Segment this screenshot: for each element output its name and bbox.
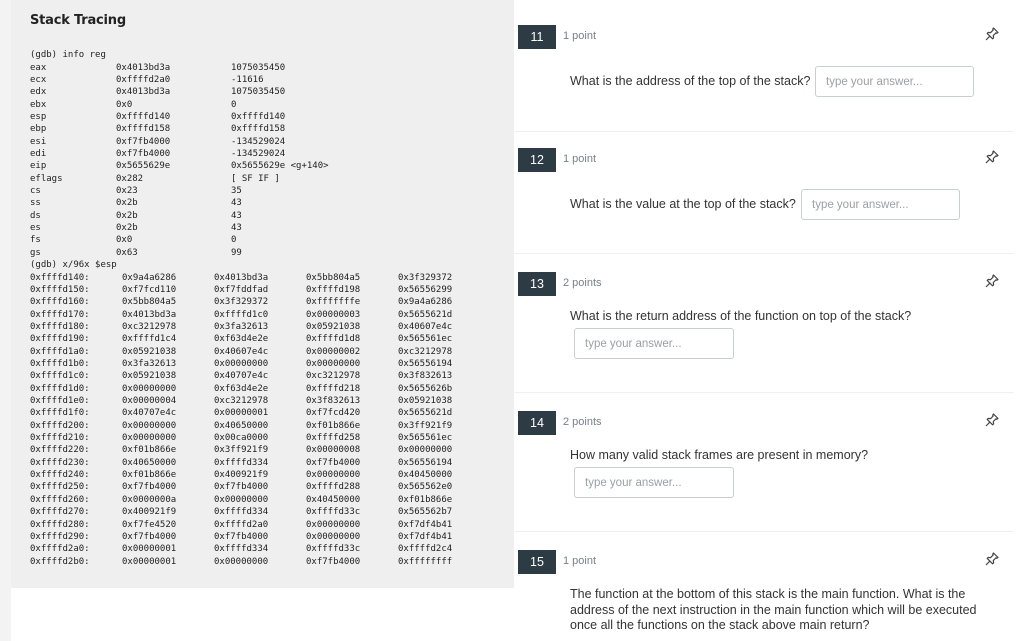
register-name: eip xyxy=(30,161,47,172)
register-name: esi xyxy=(30,136,47,147)
register-name: eax xyxy=(30,62,47,73)
memory-word: 0x5655626b xyxy=(398,383,453,394)
memory-word: 0x40607e4c xyxy=(214,346,269,357)
register-hex: 0x63 xyxy=(116,247,138,258)
memory-word: 0xf63d4e2e xyxy=(214,334,269,345)
memory-word: 0x40450000 xyxy=(306,494,361,505)
memory-word: 0xf7fcd110 xyxy=(122,284,177,295)
memory-word: 0xf7fe4520 xyxy=(122,519,177,530)
examine-command: (gdb) x/96x $esp xyxy=(30,260,117,270)
memory-word: 0x3ff921f9 xyxy=(214,445,269,456)
memory-word: 0xf01b866e xyxy=(398,494,453,505)
memory-address: 0xffffd250: xyxy=(30,482,90,493)
info-reg-command: (gdb) info reg xyxy=(30,50,106,60)
memory-address: 0xffffd1c0: xyxy=(30,371,90,382)
pin-icon[interactable] xyxy=(984,26,1000,42)
register-hex: 0x5655629e xyxy=(116,161,171,172)
register-value: 0xffffd158 xyxy=(231,124,286,135)
memory-word: 0xf63d4e2e xyxy=(214,383,269,394)
memory-word: 0x565562b7 xyxy=(398,507,453,518)
register-value: [ SF IF ] xyxy=(231,173,280,184)
memory-word: 0x05921038 xyxy=(398,396,453,406)
memory-word: 0x00000001 xyxy=(122,544,177,555)
register-value: 43 xyxy=(231,198,242,209)
register-name: es xyxy=(30,223,41,234)
question-text-line: The function at the bottom of this stack is the main function. What is the xyxy=(570,587,966,601)
memory-word: 0xc3212978 xyxy=(122,321,177,332)
memory-word: 0x00000000 xyxy=(122,383,177,394)
memory-word: 0x00000000 xyxy=(214,358,269,369)
memory-word: 0xffffd334 xyxy=(214,507,269,518)
memory-word: 0xf7fb4000 xyxy=(122,482,177,493)
memory-word: 0x05921038 xyxy=(306,321,361,332)
memory-word: 0xf01b866e xyxy=(306,420,361,431)
register-value: 1075035450 xyxy=(231,62,286,73)
memory-word: 0x4013bd3a xyxy=(122,309,177,320)
memory-word: 0x3f832613 xyxy=(306,396,361,406)
memory-address: 0xffffd1d0: xyxy=(30,383,90,394)
memory-word: 0xffffd1c0 xyxy=(214,309,269,320)
question-number: 13 xyxy=(518,272,556,296)
memory-word: 0x40707e4c xyxy=(122,408,177,419)
memory-word: 0xf01b866e xyxy=(122,470,177,481)
memory-word: 0xffffd2c4 xyxy=(398,544,453,555)
question-number: 12 xyxy=(518,148,556,172)
memory-word: 0x565561ec xyxy=(398,433,453,444)
memory-word: 0x05921038 xyxy=(122,346,177,357)
memory-word: 0x56556194 xyxy=(398,457,453,468)
question-number: 14 xyxy=(518,411,556,435)
pin-icon[interactable] xyxy=(984,273,1000,289)
register-hex: 0xffffd140 xyxy=(116,111,171,122)
register-value: 0x5655629e <g+140> xyxy=(231,161,329,172)
memory-word: 0xc3212978 xyxy=(398,346,453,357)
memory-word: 0xf7fb4000 xyxy=(214,531,269,542)
memory-address: 0xffffd1e0: xyxy=(30,396,90,406)
memory-address: 0xffffd160: xyxy=(30,297,90,308)
memory-word: 0x00000001 xyxy=(214,408,269,419)
memory-word: 0x00000000 xyxy=(306,470,361,481)
register-hex: 0x0 xyxy=(116,235,133,246)
question-text: What is the return address of the function on top of the stack? xyxy=(570,309,912,323)
register-value: -134529024 xyxy=(231,136,286,147)
register-name: eflags xyxy=(30,173,63,184)
memory-word: 0xffffd334 xyxy=(214,544,269,555)
answer-input[interactable] xyxy=(815,66,974,97)
register-hex: 0x282 xyxy=(116,173,144,184)
register-hex: 0x23 xyxy=(116,186,138,196)
memory-word: 0x00000000 xyxy=(122,420,177,431)
memory-word: 0xffffd33c xyxy=(306,507,361,518)
memory-address: 0xffffd150: xyxy=(30,284,90,295)
memory-word: 0xf01b866e xyxy=(122,445,177,456)
memory-word: 0x00000002 xyxy=(306,346,361,357)
memory-word: 0xffffd33c xyxy=(306,544,361,555)
register-name: gs xyxy=(30,247,41,258)
question-divider xyxy=(514,531,1014,532)
memory-word: 0x3f832613 xyxy=(398,371,453,382)
register-name: ebp xyxy=(30,124,47,135)
question-number: 15 xyxy=(518,550,556,574)
memory-address: 0xffffd220: xyxy=(30,445,90,456)
question-number: 11 xyxy=(518,25,556,49)
memory-address: 0xffffd2b0: xyxy=(30,556,90,567)
memory-word: 0x00000000 xyxy=(214,494,269,505)
pin-icon[interactable] xyxy=(984,149,1000,165)
memory-word: 0x40707e4c xyxy=(214,371,269,382)
memory-address: 0xffffd190: xyxy=(30,334,90,345)
memory-word: 0x5655621d xyxy=(398,309,453,320)
memory-address: 0xffffd200: xyxy=(30,420,90,431)
memory-word: 0x3f329372 xyxy=(214,297,269,308)
register-name: ss xyxy=(30,198,41,209)
memory-word: 0xf7fddfad xyxy=(214,284,269,295)
memory-word: 0x3f329372 xyxy=(398,272,453,283)
memory-word: 0x40650000 xyxy=(122,457,177,468)
memory-address: 0xffffd1a0: xyxy=(30,346,90,357)
register-value: -134529024 xyxy=(231,148,286,159)
memory-word: 0xf7fb4000 xyxy=(122,531,177,542)
register-value: 35 xyxy=(231,186,242,196)
register-hex: 0x0 xyxy=(116,99,133,110)
memory-address: 0xffffd230: xyxy=(30,457,90,468)
memory-word: 0x0000000a xyxy=(122,494,177,505)
memory-word: 0xffffd1c4 xyxy=(122,334,177,345)
memory-address: 0xffffd2a0: xyxy=(30,544,90,555)
register-value: 0 xyxy=(231,99,237,110)
memory-word: 0xf7fb4000 xyxy=(214,482,269,493)
pin-icon[interactable] xyxy=(984,551,1000,567)
question-text-line: once all the functions on the stack above main return? xyxy=(570,618,870,632)
memory-word: 0xc3212978 xyxy=(306,371,361,382)
memory-address: 0xffffd240: xyxy=(30,470,90,481)
register-value: 99 xyxy=(231,247,242,258)
memory-word: 0x3fa32613 xyxy=(214,321,269,332)
memory-word: 0x40450000 xyxy=(398,470,453,481)
memory-word: 0x00ca0000 xyxy=(214,433,269,444)
memory-word: 0x565561ec xyxy=(398,334,453,345)
memory-word: 0x400921f9 xyxy=(122,507,177,518)
memory-word: 0x56556299 xyxy=(398,284,453,295)
question-divider xyxy=(514,392,1014,393)
memory-word: 0x9a4a6286 xyxy=(398,297,453,308)
memory-word: 0x00000000 xyxy=(214,556,269,567)
register-name: ebx xyxy=(30,99,47,110)
register-hex: 0x4013bd3a xyxy=(116,62,171,73)
question-points: 1 point xyxy=(563,30,597,42)
memory-word: 0x00000008 xyxy=(306,445,361,456)
answer-input[interactable] xyxy=(801,189,960,220)
register-hex: 0x4013bd3a xyxy=(116,87,171,98)
register-hex: 0xffffd2a0 xyxy=(116,74,171,85)
register-hex: 0x2b xyxy=(116,210,138,221)
question-divider xyxy=(514,253,1014,254)
memory-word: 0xffffffff xyxy=(398,556,453,567)
question-points: 2 points xyxy=(563,277,602,289)
memory-word: 0x5655621d xyxy=(398,408,453,419)
answer-input[interactable] xyxy=(574,328,734,359)
memory-address: 0xffffd180: xyxy=(30,321,90,332)
register-value: 0xffffd140 xyxy=(231,111,286,122)
memory-word: 0x40607e4c xyxy=(398,321,453,332)
register-value: 0 xyxy=(231,235,237,246)
memory-address: 0xffffd170: xyxy=(30,309,90,320)
memory-word: 0x9a4a6286 xyxy=(122,272,177,283)
question-text-line: address of the next instruction in the main function which will be executed xyxy=(570,602,977,617)
memory-word: 0xfffffffe xyxy=(306,297,361,308)
memory-word: 0x00000000 xyxy=(306,519,361,530)
memory-address: 0xffffd290: xyxy=(30,531,90,542)
memory-word: 0xffffd198 xyxy=(306,284,361,295)
register-name: edi xyxy=(30,148,47,159)
question-points: 2 points xyxy=(563,416,602,428)
memory-word: 0x00000004 xyxy=(122,396,177,406)
register-hex: 0xffffd158 xyxy=(116,124,171,135)
pin-icon[interactable] xyxy=(984,412,1000,428)
question-text: How many valid stack frames are present in memory? xyxy=(570,448,869,462)
memory-word: 0xffffd288 xyxy=(306,482,361,493)
left-panel-footer-space xyxy=(11,588,514,641)
memory-word: 0xf7fb4000 xyxy=(306,457,361,468)
memory-word: 0x5bb804a5 xyxy=(306,272,361,283)
question-points: 1 point xyxy=(563,555,597,567)
memory-word: 0x4013bd3a xyxy=(214,272,269,283)
memory-word: 0x3ff921f9 xyxy=(398,420,453,431)
memory-word: 0xf7df4b41 xyxy=(398,519,453,530)
question-divider xyxy=(514,131,1014,132)
register-hex: 0x2b xyxy=(116,198,138,209)
stack-tracing-title: Stack Tracing xyxy=(30,13,126,28)
register-name: ds xyxy=(30,210,41,221)
memory-word: 0x00000001 xyxy=(122,556,177,567)
memory-word: 0x05921038 xyxy=(122,371,177,382)
memory-word: 0x00000000 xyxy=(306,358,361,369)
register-value: -11616 xyxy=(231,74,264,85)
memory-word: 0xffffd334 xyxy=(214,457,269,468)
register-hex: 0x2b xyxy=(116,223,138,234)
register-value: 43 xyxy=(231,223,242,234)
memory-word: 0x56556194 xyxy=(398,358,453,369)
memory-word: 0xf7fb4000 xyxy=(306,556,361,567)
register-name: ecx xyxy=(30,74,47,85)
question-points: 1 point xyxy=(563,153,597,165)
register-name: edx xyxy=(30,87,47,98)
register-name: esp xyxy=(30,111,47,122)
memory-word: 0x00000000 xyxy=(306,531,361,542)
memory-word: 0x00000000 xyxy=(398,445,453,456)
register-value: 1075035450 xyxy=(231,87,286,98)
memory-address: 0xffffd1b0: xyxy=(30,358,90,369)
memory-address: 0xffffd1f0: xyxy=(30,408,90,419)
memory-word: 0x565562e0 xyxy=(398,482,453,493)
memory-address: 0xffffd140: xyxy=(30,272,90,283)
memory-word: 0x00000000 xyxy=(122,433,177,444)
memory-address: 0xffffd260: xyxy=(30,494,90,505)
memory-address: 0xffffd280: xyxy=(30,519,90,530)
memory-address: 0xffffd210: xyxy=(30,433,90,444)
memory-word: 0x400921f9 xyxy=(214,470,269,481)
memory-word: 0xffffd1d8 xyxy=(306,334,361,345)
memory-word: 0x40650000 xyxy=(214,420,269,431)
memory-address: 0xffffd270: xyxy=(30,507,90,518)
register-name: fs xyxy=(30,235,41,246)
question-text: What is the value at the top of the stack? xyxy=(570,197,796,211)
register-value: 43 xyxy=(231,210,242,221)
question-text: What is the address of the top of the stack? xyxy=(570,74,811,88)
memory-word: 0x3fa32613 xyxy=(122,358,177,369)
register-hex: 0xf7fb4000 xyxy=(116,148,171,159)
memory-word: 0x00000003 xyxy=(306,309,361,320)
memory-word: 0xc3212978 xyxy=(214,396,269,406)
register-name: cs xyxy=(30,186,41,196)
answer-input[interactable] xyxy=(574,467,734,498)
memory-word: 0xffffd2a0 xyxy=(214,519,269,530)
memory-word: 0xf7df4b41 xyxy=(398,531,453,542)
memory-word: 0x5bb804a5 xyxy=(122,297,177,308)
memory-word: 0xffffd218 xyxy=(306,383,361,394)
memory-word: 0xffffd258 xyxy=(306,433,361,444)
register-hex: 0xf7fb4000 xyxy=(116,136,171,147)
memory-word: 0xf7fcd420 xyxy=(306,408,361,419)
